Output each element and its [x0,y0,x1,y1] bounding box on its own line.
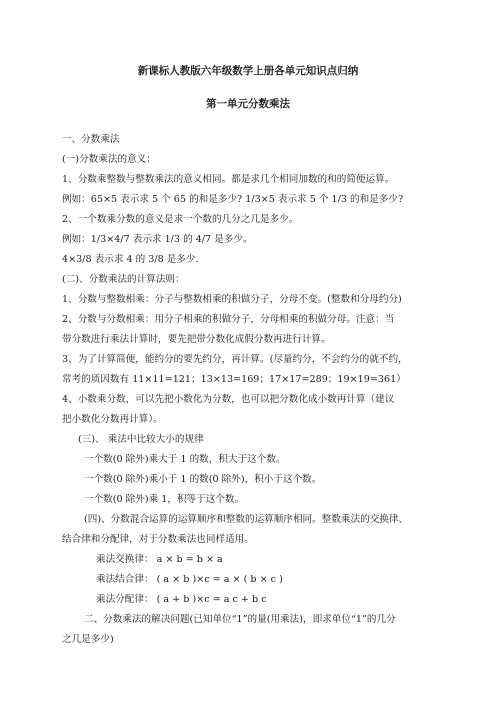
section-heading: 一、分数乘法 [62,134,120,145]
text-line: 4×3/8 表示求 4 的 3/8 是多少. [62,254,199,265]
text-line: 1、分数与整数相乘：分子与整数相乘的积做分子，分母不变。(整数和分母约分) [62,294,402,305]
text-line: 一个数(0 除外)乘小于 1 的数(0 除外)，积小于这个数。 [84,474,322,485]
document-title: 新课标人教版六年级数学上册各单元知识点归纳 [137,65,359,77]
text-line: 带分数进行乘法计算时，要先把带分数化成假分数再进行计算。 [62,334,331,345]
formula-line: 乘法结合律： ( a × b )×c = a × ( b × c ) [96,574,283,585]
text-line: 例如：1/3×4/7 表示求 1/3 的 4/7 是多少。 [62,234,253,245]
text-line: 把小数化分数再计算）。 [62,414,163,425]
text-line: 2、分数与分数相乘：用分子相乘的积做分子，分母相乘的积做分母。注意：当 [62,314,395,325]
text-line: 例如：65×5 表示求 5 个 65 的和是多少? 1/3×5 表示求 5 个 1/3 的和是多少? [62,194,404,205]
text-line: 之几是多少) [62,634,114,645]
text-line: (四)、分数混合运算的运算顺序和整数的运算顺序相同。整数乘法的交换律、 [84,514,409,525]
text-line: 3、为了计算简便，能约分的要先约分，再计算。(尽量约分，不会约分的就不约， [62,354,408,365]
text-line: 常考的质因数有 11×11=121；13×13=169；17×17=289；19×19=361） [62,374,406,385]
formula-line: 乘法分配律： ( a + b )×c = a c + b c [96,594,267,605]
text-line: 4、小数乘分数，可以先把小数化为分数，也可以把分数化成小数再计算（建议 [62,394,395,405]
unit-heading: 第一单元分数乘法 [206,98,290,110]
formula-line: 乘法交换律： a × b = b × a [96,554,223,565]
text-line: 2、一个数乘分数的意义是求一个数的几分之几是多少。 [62,214,299,225]
text-line: 一个数(0 除外)乘 1，积等于这个数。 [84,494,245,505]
subsection-heading: (二)、分数乘法的计算法则： [62,274,185,285]
text-line: 1、分数乘整数与整数乘法的意义相同。都是求几个相同加数的和的简便运算。 [62,174,395,185]
subsection-heading: (三)、 乘法中比较大小的规律 [78,434,204,445]
subsection-heading: (一)分数乘法的意义： [62,154,156,165]
text-line: 一个数(0 除外)乘大于 1 的数，积大于这个数。 [84,454,286,465]
section-heading: 二、分数乘法的解决问题(已知单位“1”的量(用乘法)，即求单位“1”的几分 [84,614,396,625]
text-line: 结合律和分配律，对于分数乘法也同样适用。 [62,534,254,545]
